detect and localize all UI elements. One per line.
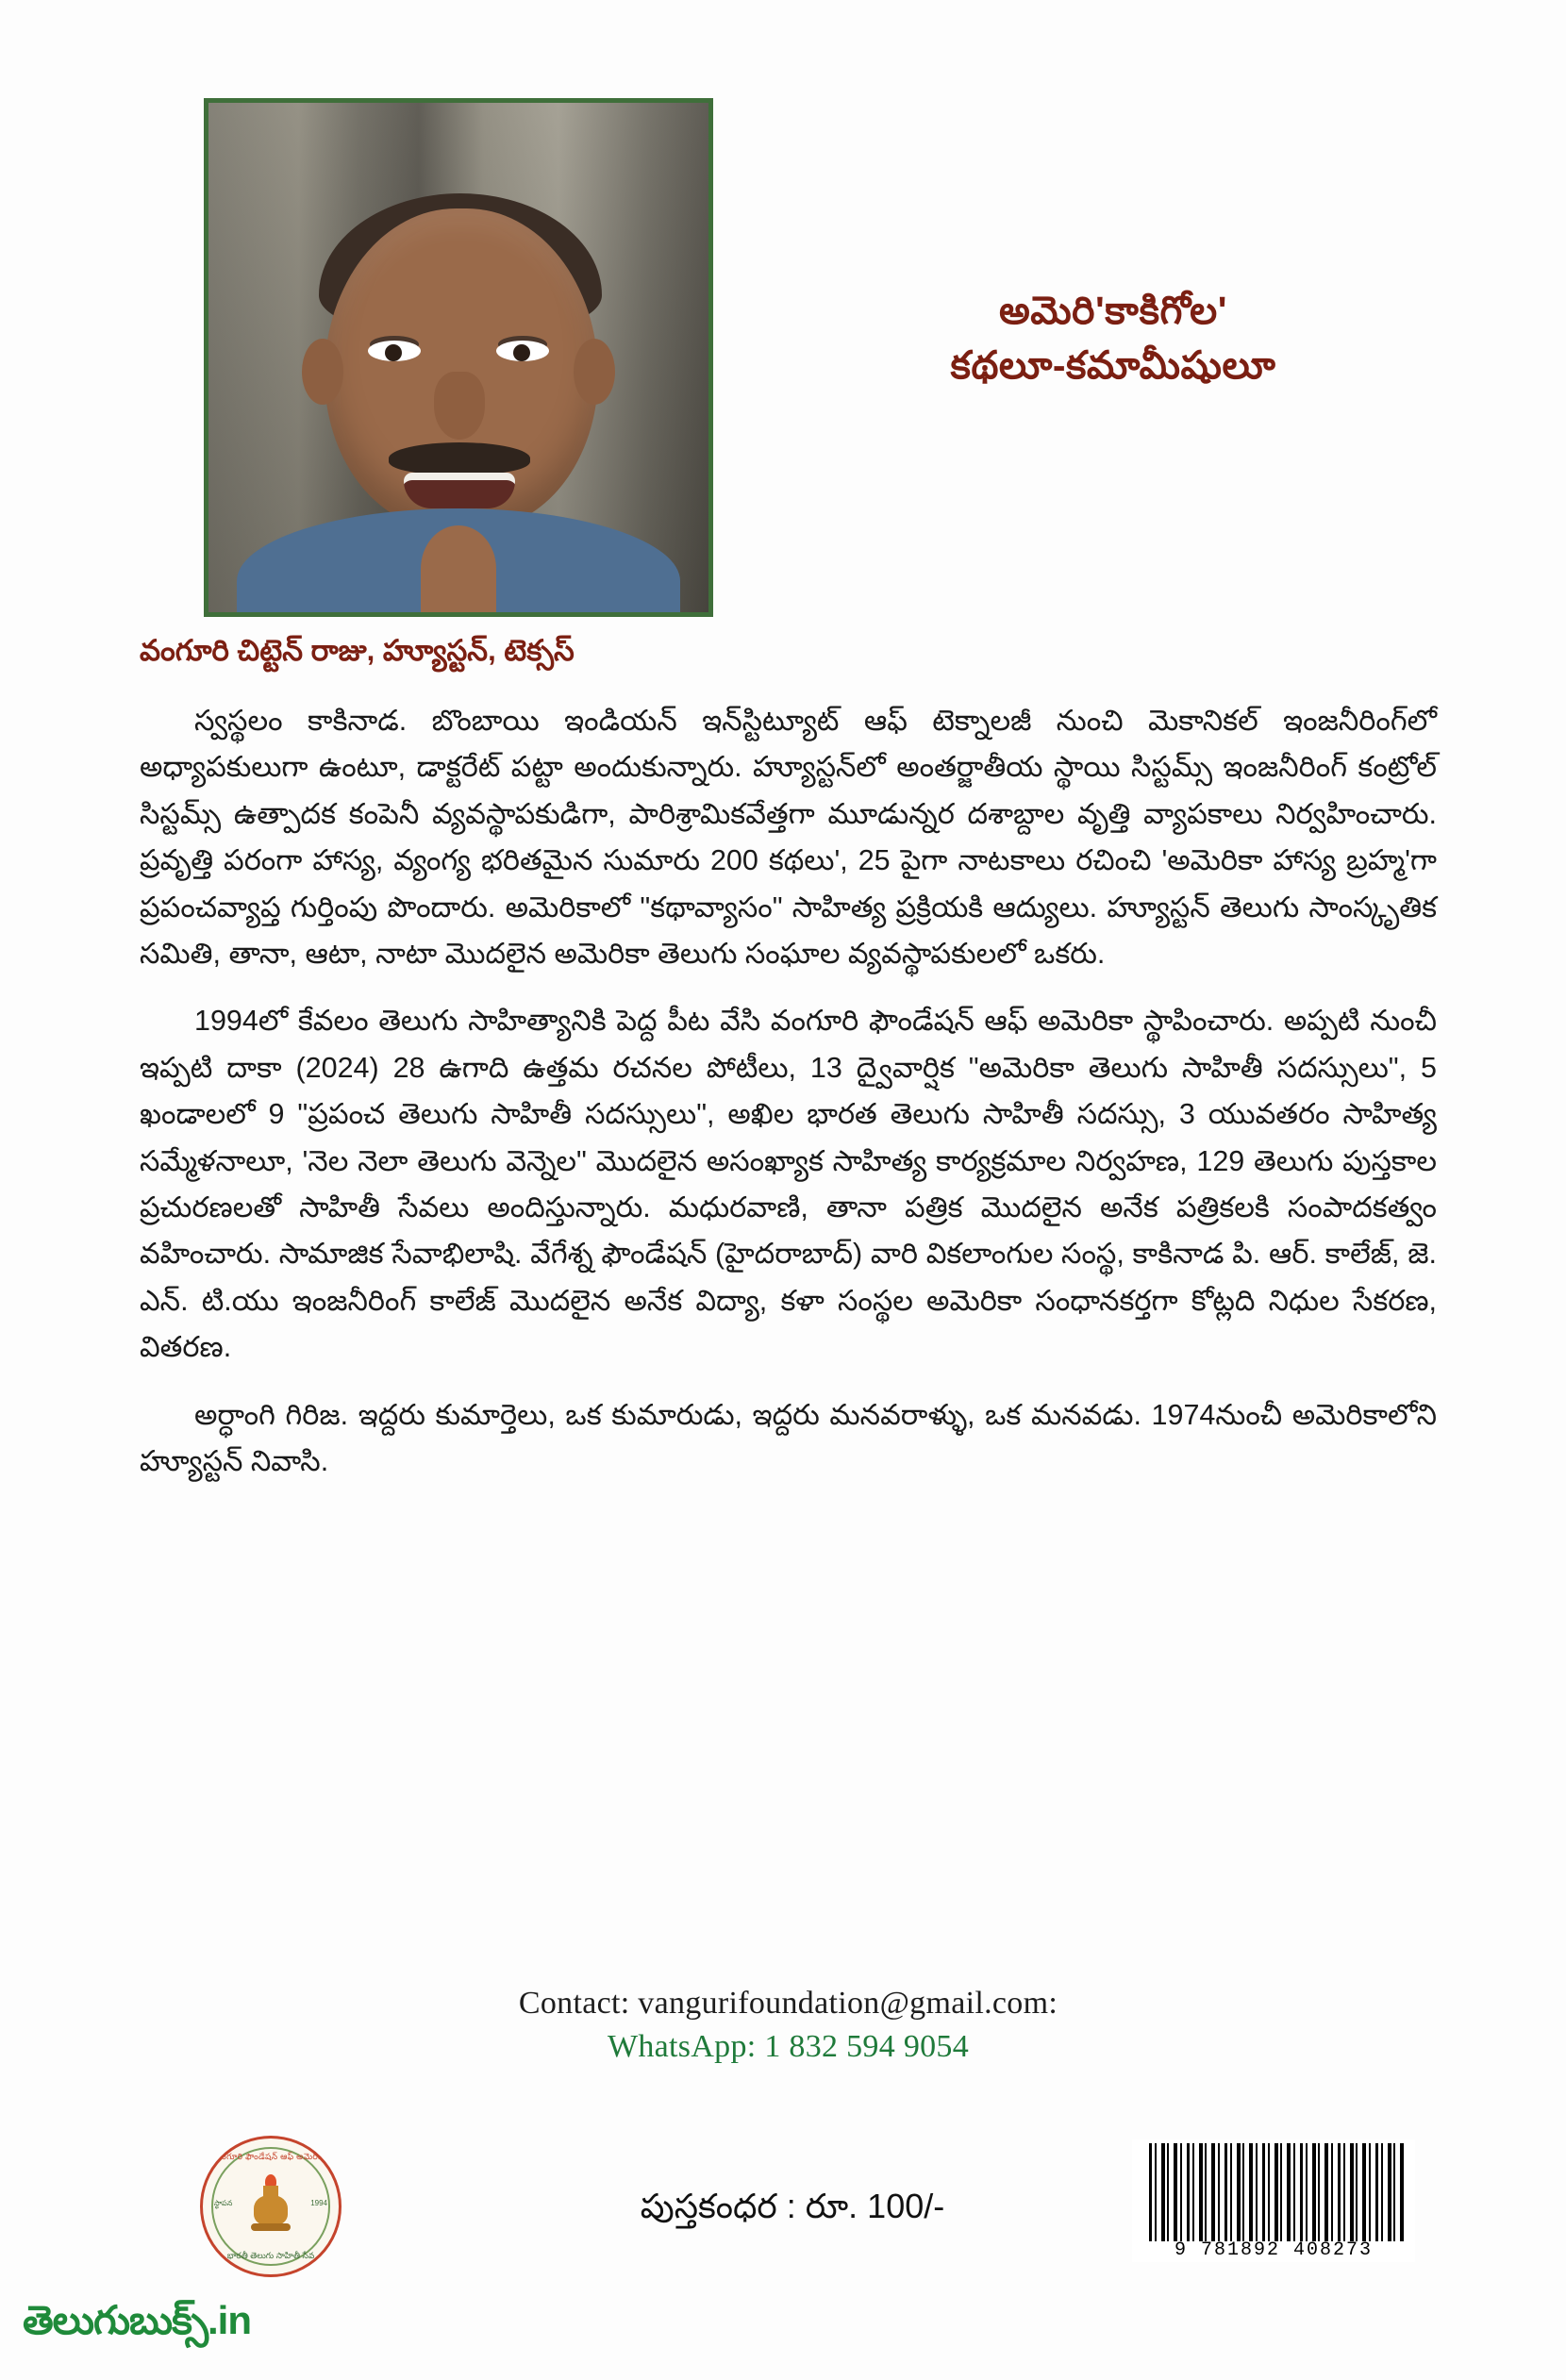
author-name: వంగూరి చిట్టెన్ రాజు, హ్యూస్టన్, టెక్సస్ <box>140 634 575 667</box>
portrait-moustache <box>389 442 530 474</box>
barcode <box>1132 2139 1415 2262</box>
biography-paragraph-1: స్వస్థలం కాకినాడ. బొంబాయి ఇండియన్ ఇన్‌స్టిట్యూట్ ఆఫ్ టెక్నాలజీ నుంచి మెకానికల్ ఇంజనీరింగ్‌లో అధ్యాపకులుగా ఉంటూ, డాక్టరేట్ పట్టా అందుకున్నారు. హ్యూస్టన్‌లో అంతర్జాతీయ స్థాయి సిస్టమ్స్ ఇంజనీరింగ్ కంట్రోల్ సిస్టమ్స్ ఉత్పాదక కంపెనీ వ్యవస్థాపకుడిగా, పారిశ్రామికవేత్తగా మూడున్నర దశాబ్దాల వృత్తి వ్యాపకాలు నిర్వహించారు. ప్రవృత్తి పరంగా హాస్య, వ్యంగ్య భరితమైన సుమారు 200 కథలు', 25 పైగా నాటకాలు రచించి 'అమెరికా హాస్య బ్రహ్మ'గా ప్రపంచవ్యాప్త గుర్తింపు పొందారు. అమెరికాలో "కథావ్యాసం" సాహిత్య ప్రక్రియకి ఆద్యులు. హ్యూస్టన్ తెలుగు సాంస్కృతిక సమితి, తానా, ఆటా, నాటా మొదలైన అమెరికా తెలుగు సంఘాల వ్యవస్థాపకులలో ఒకరు. <box>140 705 1438 971</box>
contact-email: Contact: vangurifoundation@gmail.com: <box>518 1986 1058 2021</box>
lamp-body <box>254 2195 288 2225</box>
portrait-nose <box>434 372 485 440</box>
author-biography <box>140 698 1437 1506</box>
portrait-pupil-left <box>385 344 402 361</box>
logo-mid-right-text: 1994 <box>310 2199 327 2207</box>
site-watermark: తెలుగుబుక్స్.in <box>23 2298 252 2342</box>
publisher-logo-icon <box>200 2136 342 2277</box>
portrait-ear-left <box>302 339 343 405</box>
lamp-base <box>251 2223 291 2231</box>
oil-lamp-icon <box>251 2174 291 2233</box>
logo-mid-left-text: స్థాపన <box>214 2199 233 2207</box>
biography-paragraph-3: అర్ధాంగి గిరిజ. ఇద్దరు కుమార్తెలు, ఒక కుమారుడు, ఇద్దరు మనవరాళ్ళు, ఒక మనవడు. 1974నుంచీ అమెరికాలోని హ్యూస్టన్ నివాసి. <box>140 1398 1437 1478</box>
portrait-mouth <box>404 473 515 508</box>
contact-block <box>140 1986 1437 2065</box>
book-title <box>755 283 1472 392</box>
book-price: పుస్తకంధర : రూ. 100/- <box>640 2187 945 2225</box>
portrait-ear-right <box>574 339 615 405</box>
author-photo <box>204 98 713 617</box>
book-title-line-2: కథలూ-కమామీషులూ <box>950 343 1276 388</box>
portrait-pupil-right <box>513 344 530 361</box>
book-title-line-1: అమెరి'కాకిగోల' <box>999 289 1227 332</box>
barcode-bars <box>1149 2143 1404 2241</box>
contact-whatsapp: WhatsApp: 1 832 594 9054 <box>607 2029 970 2064</box>
logo-bottom-text: భారతీ తెలుగు సాహితీ సేవ <box>226 2251 315 2260</box>
biography-paragraph-2: 1994లో కేవలం తెలుగు సాహిత్యానికి పెద్ద పీట వేసి వంగూరి ఫౌండేషన్ ఆఫ్ అమెరికా స్థాపించారు. అప్పటి నుంచీ ఇప్పటి దాకా (2024) 28 ఉగాది ఉత్తమ రచనల పోటీలు, 13 ద్వైవార్షిక "అమెరికా తెలుగు సాహితీ సదస్సులు", 5 ఖండాలలో 9 "ప్రపంచ తెలుగు సాహితీ సదస్సులు", అఖిల భారత తెలుగు సాహితీ సదస్సు, 3 యువతరం సాహిత్య సమ్మేళనాలూ, 'నెల నెలా తెలుగు వెన్నెల" మొదలైన అసంఖ్యాక సాహిత్య కార్యక్రమాల నిర్వహణ, 129 తెలుగు పుస్తకాల ప్రచురణలతో సాహితీ సేవలు అందిస్తున్నారు. మధురవాణి, తానా పత్రిక మొదలైన అనేక పత్రికలకి సంపాదకత్వం వహించారు. సామాజిక సేవాభిలాషి. వేగేశ్న ఫౌండేషన్ (హైదరాబాద్) వారి వికలాంగుల సంస్థ, కాకినాడ పి. ఆర్. కాలేజ్, జె. ఎన్. టి.యు ఇంజనీరింగ్ కాలేజ్ మొదలైన అనేక విద్యా, కళా సంస్థల అమెరికా సంధానకర్తగా కోట్లది నిధుల సేకరణ, వితరణ. <box>140 1005 1437 1364</box>
barcode-number: 9 781892 408273 <box>1174 2239 1374 2261</box>
logo-top-text: వంగూరి ఫౌండేషన్ ఆఫ్ అమెరికా <box>215 2152 326 2161</box>
